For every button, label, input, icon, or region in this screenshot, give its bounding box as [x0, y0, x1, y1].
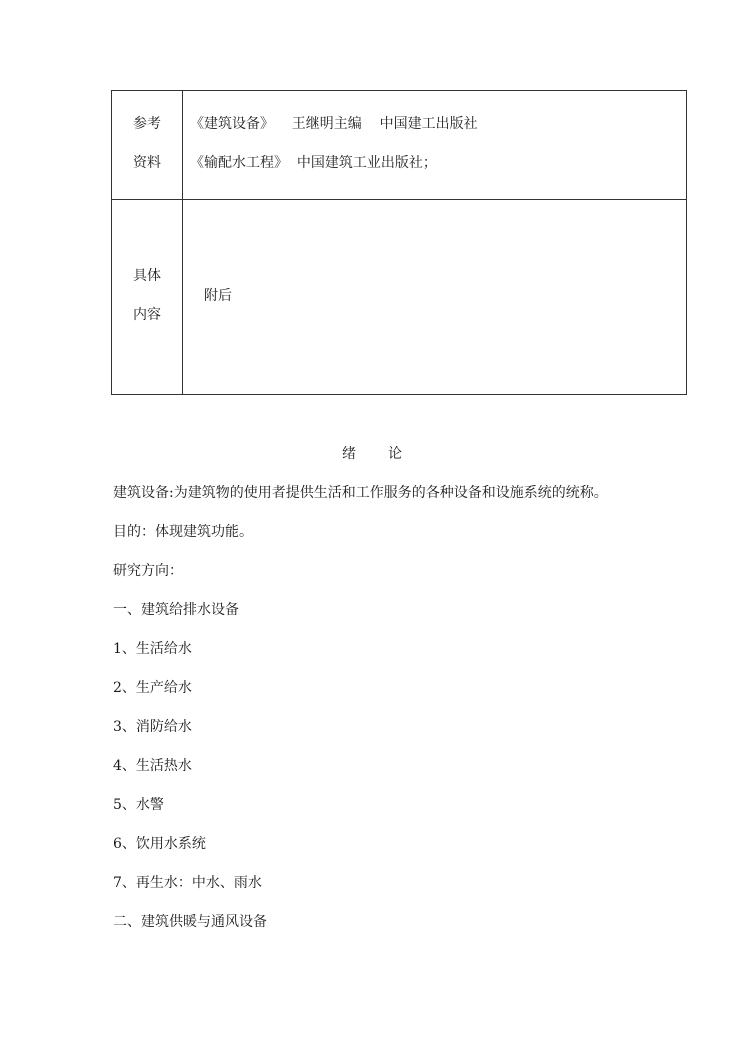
references-label-line2: 资料: [133, 155, 161, 171]
content-label-line2: 内容: [133, 307, 161, 323]
list-item: 6、饮用水系统: [113, 836, 206, 852]
column-divider: [182, 200, 183, 394]
list-item: 7、再生水：中水、雨水: [113, 875, 262, 891]
info-table: [111, 90, 687, 395]
references-label-line1: 参考: [133, 116, 161, 132]
content-row: [112, 200, 686, 394]
list-item: 4、生活热水: [113, 758, 192, 774]
reference-item-2: 《输配水工程》 中国建筑工业出版社；: [190, 155, 437, 171]
reference-item-1: 《建筑设备》 王继明主编 中国建工出版社: [190, 116, 478, 132]
list-item: 2、生产给水: [113, 680, 192, 696]
heading-char-2: 论: [388, 446, 402, 462]
section-heading: [0, 444, 744, 464]
references-row: [112, 91, 686, 200]
column-divider: [182, 91, 183, 199]
list-item: 3、消防给水: [113, 719, 192, 735]
purpose-text: 目的：体现建筑功能。: [113, 524, 253, 540]
section-1-title: 一、建筑给排水设备: [113, 602, 239, 618]
definition-text: 建筑设备:为建筑物的使用者提供生活和工作服务的各种设备和设施系统的统称。: [113, 485, 608, 501]
content-label-line1: 具体: [133, 268, 161, 284]
heading-char-1: 绪: [342, 446, 356, 462]
section-2-title: 二、建筑供暖与通风设备: [113, 914, 267, 930]
list-item: 5、水警: [113, 797, 164, 813]
direction-text: 研究方向：: [113, 563, 183, 579]
content-text: 附后: [204, 288, 232, 304]
list-item: 1、生活给水: [113, 641, 192, 657]
